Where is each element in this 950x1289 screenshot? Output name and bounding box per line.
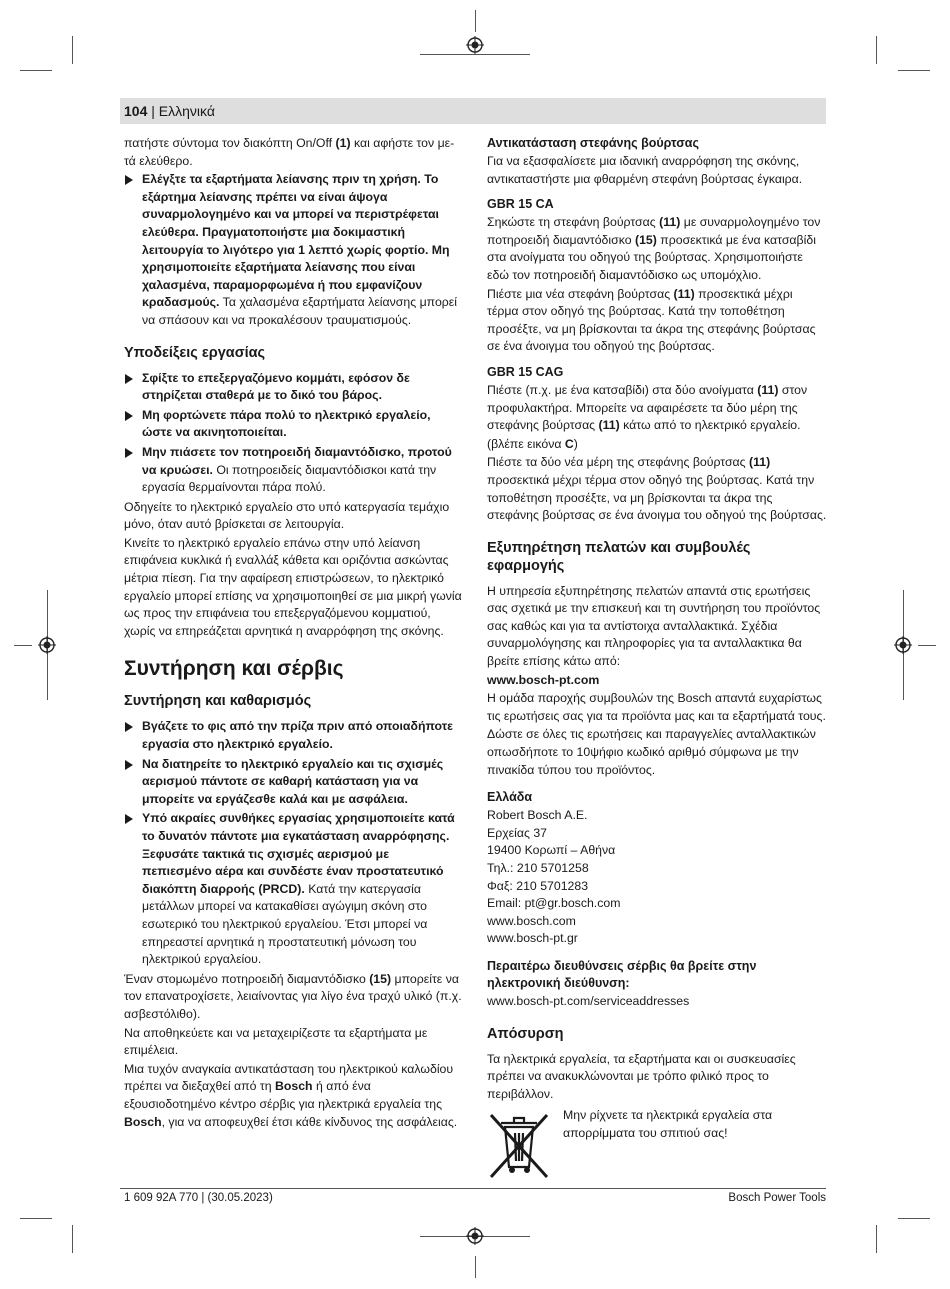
disposal-notice bbox=[487, 1107, 827, 1187]
address-line: Ερχείας 37 bbox=[487, 825, 547, 840]
crop-mark bbox=[876, 1225, 877, 1253]
address-line: 19400 Κορωπί – Αθήνα bbox=[487, 843, 616, 858]
crop-mark bbox=[876, 36, 877, 64]
bullet-no-overload: Μη φορτώνετε πάρα πολύ το ηλεκτρικό εργαλείο, ώστε να ακινητοποιείται. bbox=[124, 407, 462, 442]
gbr15ca-heading: GBR 15 CA bbox=[487, 197, 554, 212]
customer-service-heading: Εξυπηρέτηση πελατών και συμβουλές εφαρμογής bbox=[487, 539, 751, 574]
gbr15cag-figure-reference: (βλέπε εικόνα C) bbox=[487, 436, 578, 451]
email-link[interactable]: Email: pt@gr.bosch.com bbox=[487, 896, 621, 911]
work-paragraph-1: Οδηγείτε το ηλεκτρικό εργαλείο στο υπό κατεργασία τεμάχιο μόνο, όταν αυτό βρίσκεται σε λειτουργία. bbox=[124, 499, 450, 532]
bullet-keep-clean: Να διατηρείτε το ηλεκτρικό εργαλείο και τις σχισμές αερισμού πάντοτε σε καθαρή κατάσταση για να μπορείτε να εργάζεσθε καλά και με ασφάλεια. bbox=[124, 756, 462, 809]
crop-mark bbox=[475, 10, 476, 32]
customer-paragraph-1: Η υπηρεσία εξυπηρέτησης πελατών απαντά στις ερωτήσεις σας σχετικά με την επισκευή και τη συντήρηση του προϊόντος σας καθώς και για τα αντίστοιχα ανταλλακτικά. Σχέδια συναρμολόγησης και πληροφορίες για τα ανταλλακτικα θα βρείτε επίσης κάτω από: bbox=[487, 583, 821, 669]
country-heading: Ελλάδα bbox=[487, 790, 533, 805]
right-column bbox=[487, 135, 827, 1187]
crop-mark bbox=[918, 645, 936, 646]
bullet-clamp-workpiece: Σφίξτε το επεξεργαζόμενο κομμάτι, εφόσον δε στηρίζεται σταθερά με το δικό του βάρος. bbox=[124, 370, 462, 405]
gbr15ca-paragraph-2: Πιέστε μια νέα στεφάνη βούρτσας (11) προσεκτικά μέχρι τέρμα στον οδηγό της βούρτσας. Κατά την τοποθέτηση προσέξτε, να μη βρίσκονται τα άκρα της στεφάνης βούρτσας σε ένα άνοιγμα του οδηγού της βούρτσας. bbox=[487, 286, 816, 354]
bullet-check-accessories: Ελέγξτε τα εξαρτήματα λείανσης πριν τη χρήση. Το εξάρτημα λείανσης πρέπει να είναι άψογα συναρμολογημένο και να μπορεί να περιστρέφεται ελεύθερα. Πραγματοποιήστε μια δοκιμαστική λειτουργία το λιγότερο για 1 λεπτό χωρίς φορτίο. Μη χρησιμοποιείτε εξαρτήματα λείανσης που είναι χαλασμένα, παραμορφωμένα ή που εμφανίζουν κραδασμούς. Τα χαλασμένα εξαρτήματα λείανσης μπορεί να σπάσουν και να προκαλέσουν τραυματισμούς. bbox=[124, 171, 462, 329]
crop-mark bbox=[14, 645, 32, 646]
maintenance-paragraph-1: Έναν στομωμένο ποτηροειδή διαμαντόδισκο (15) μπορείτε να τον επανατροχίσετε, λειαίνοντας για λίγο ένα τραχύ υλικό (π.χ. ασβεστόλιθο). bbox=[124, 971, 462, 1021]
disposal-warning: Μην ρίχνετε τα ηλεκτρικά εργαλεία στα απορρίμματα του σπιτιού σας! bbox=[563, 1108, 773, 1140]
bullet-extraction: Υπό ακραίες συνθήκες εργασίας χρησιμοποιείτε κατά το δυνατόν πάντοτε μια εγκατάσταση αναρρόφησης. Ξεφυσάτε τακτικά τις σχισμές αερισμού με πεπιεσμένο αέρα και συνδέστε έναν προστατευτικό διακόπτη διαρροής (PRCD). Κατά την κατεργασία μετάλλων μπορεί να κατακαθίσει αγώγιμη σκόνη στο εσωτερικό του ηλεκτρικού εργαλείου. Έτσι μπορεί να επηρεαστεί αρνητικά η προστατευτική μόνωση του ηλεκτρικού εργαλείου. bbox=[124, 810, 462, 968]
customer-url[interactable]: www.bosch-pt.com bbox=[487, 672, 600, 687]
registration-mark-icon bbox=[466, 36, 484, 54]
crop-mark bbox=[898, 70, 930, 71]
crop-mark bbox=[20, 1218, 52, 1219]
gbr15ca-paragraph-1: Σηκώστε τη στεφάνη βούρτσας (11) με συναρμολογημένο τον ποτηροειδή διαμαντόδισκο (15) προσεκτικά με ένα κατσαβίδι στα ανοίγματα του οδηγού της βούρτσας. Χρησιμοποιήστε εδώ τον ποτηροειδή διαμαντόδισκο ως υπομόχλιο. bbox=[487, 215, 821, 282]
service-addresses-url[interactable]: www.bosch-pt.com/serviceaddresses bbox=[487, 993, 690, 1008]
website-link[interactable]: www.bosch.com bbox=[487, 913, 576, 928]
registration-mark-icon bbox=[466, 1227, 484, 1245]
crop-mark bbox=[475, 1256, 476, 1278]
service-title: Συντήρηση και σέρβις bbox=[124, 657, 344, 681]
customer-paragraph-2: Η ομάδα παροχής συμβουλών της Bosch απαντά ευχαρίστως τις ερωτήσεις σας για τα προϊόντα μας και τα εξαρτήματά τους. bbox=[487, 691, 826, 723]
crop-mark bbox=[20, 70, 52, 71]
brush-ring-paragraph: Για να εξασφαλίσετε μια ιδανική αναρρόφηση της σκόνης, αντικαταστήστε μια φθαρμένη στεφάνη βούρτσας έγκαιρα. bbox=[487, 154, 803, 186]
work-tips-heading: Υποδείξεις εργασίας bbox=[124, 344, 266, 361]
website-link[interactable]: www.bosch-pt.gr bbox=[487, 931, 578, 946]
brush-ring-heading: Αντικατάσταση στεφάνης βούρτσας bbox=[487, 136, 699, 150]
footer-document-number: 1 609 92A 770 | (30.05.2023) bbox=[124, 1192, 273, 1204]
bullet-unplug: Βγάζετε το φις από την πρίζα πριν από οποιαδήποτε εργασία στο ηλεκτρικό εργαλείο. bbox=[124, 718, 462, 753]
registration-mark-icon bbox=[38, 636, 56, 654]
bullet-cool-down: Μην πιάσετε τον ποτηροειδή διαμαντόδισκο, προτού να κρυώσει. Οι ποτηροειδείς διαμαντόδισκοι κατά την εργασία θερμαίνονται πάρα πολύ. bbox=[124, 444, 462, 497]
crossed-out-wheelie-bin-icon bbox=[487, 1107, 551, 1181]
footer-brand: Bosch Power Tools bbox=[728, 1192, 826, 1204]
crop-mark bbox=[72, 36, 73, 64]
crop-mark bbox=[898, 1218, 930, 1219]
footer-rule bbox=[120, 1188, 826, 1189]
header-language: Ελληνικά bbox=[158, 103, 215, 119]
crop-mark bbox=[72, 1225, 73, 1253]
gbr15cag-paragraph-1: Πιέστε (π.χ. με ένα κατσαβίδι) στα δύο ανοίγματα (11) στον προφυλακτήρα. Μπορείτε να αφαιρέσετε τα δύο μέρη της στεφάνης βούρτσας (11) κάτω από το ηλεκτρικό εργαλείο. bbox=[487, 382, 808, 433]
phone-line: Τηλ.: 210 5701258 bbox=[487, 861, 589, 875]
crop-mark bbox=[420, 54, 530, 55]
more-addresses-heading: Περαιτέρω διευθύνσεις σέρβις θα βρείτε στην ηλεκτρονική διεύθυνση: bbox=[487, 958, 757, 990]
customer-paragraph-3: Δώστε σε όλες τις ερωτήσεις και παραγγελίες ανταλλακτικών οπωσδήποτε το 10ψήφιο κωδικό αριθμό σύμφωνα με την πινακίδα τύπου του προϊόντος. bbox=[487, 727, 816, 777]
address-block bbox=[487, 807, 827, 948]
gbr15cag-heading: GBR 15 CAG bbox=[487, 364, 564, 379]
left-column bbox=[124, 135, 462, 1132]
intro-paragraph: πατήστε σύντομα τον διακόπτη On/Off (1) και αφήστε τον με-τά ελεύθερο. bbox=[124, 136, 455, 168]
maintenance-paragraph-3: Μια τυχόν αναγκαία αντικατάσταση του ηλεκτρικού καλωδίου πρέπει να διεξαχθεί από τη Bosch ή από ένα εξουσιοδοτημένο κέντρο σέρβις για ηλεκτρικά εργαλεία της Bosch, για να αποφευχθεί έτσι κάθε κίνδυνος της ασφάλειας. bbox=[124, 1061, 458, 1129]
header-separator: | bbox=[151, 103, 155, 119]
disposal-heading: Απόσυρση bbox=[487, 1025, 564, 1042]
work-paragraph-2: Κινείτε το ηλεκτρικό εργαλείο επάνω στην υπό λείανση επιφάνεια κυκλικά ή εναλλάξ κάθετα και οριζόντια ασκώντας μέτρια πίεση. Για την αφαίρεση επιστρώσεων, το ηλεκτρικό εργαλείο μπορεί επίσης να χρησιμοποιηθεί σε μια μικρή γωνία ως προς την επιφάνεια του επεξεργαζόμενου κομματιού, χωρίς να επηρεάζεται αρνητικά η αναρρόφηση της σκόνης. bbox=[124, 535, 462, 638]
gbr15cag-paragraph-2: Πιέστε τα δύο νέα μέρη της στεφάνης βούρτσας (11) προσεκτικά μέχρι τέρμα στον οδηγό της βούρτσας. Κατά την τοποθέτηση προσέξτε, να μη βρίσκονται τα άκρα της στεφάνης βούρτσας σε ένα άνοιγμα του οδηγού της βούρτσας. bbox=[487, 455, 827, 523]
address-line: Robert Bosch A.E. bbox=[487, 808, 588, 823]
disposal-paragraph: Τα ηλεκτρικά εργαλεία, τα εξαρτήματα και οι συσκευασίες πρέπει να ανακυκλώνονται με τρόπο φιλικό προς το περιβάλλον. bbox=[487, 1051, 796, 1101]
page-number: 104 bbox=[124, 103, 148, 119]
page-header-band bbox=[120, 98, 826, 124]
maintenance-heading: Συντήρηση και καθαρισμός bbox=[124, 693, 312, 710]
maintenance-paragraph-2: Να αποθηκεύετε και να μεταχειρίζεστε τα εξαρτήματα με επιμέλεια. bbox=[124, 1025, 428, 1058]
registration-mark-icon bbox=[894, 636, 912, 654]
fax-line: Φαξ: 210 5701283 bbox=[487, 878, 589, 893]
page-header bbox=[124, 102, 215, 120]
